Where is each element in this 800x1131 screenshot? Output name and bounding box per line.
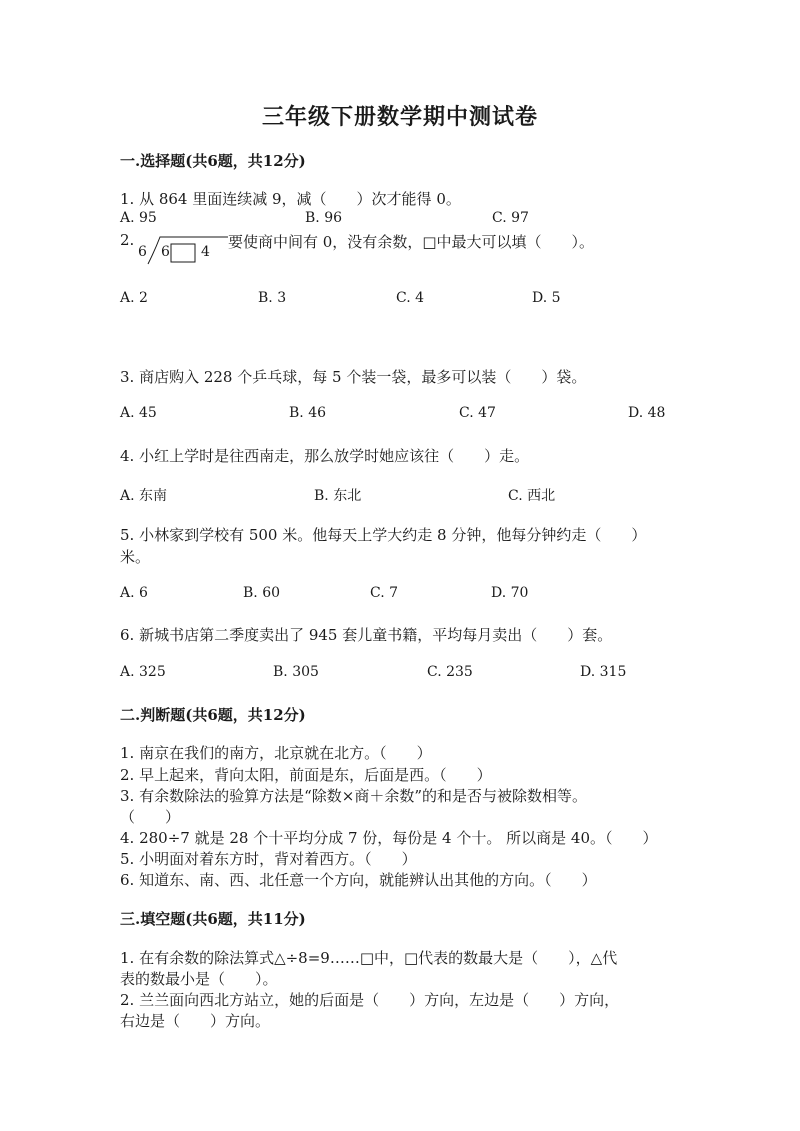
question-text: 6. 新城书店第二季度卖出了 945 套儿童书籍，平均每月卖出（ ）套。	[120, 626, 613, 644]
option: A. 325	[120, 664, 166, 680]
page-title: 三年级下册数学期中测试卷	[261, 104, 538, 130]
judgment-item: 3. 有余数除法的验算方法是“除数×商＋余数”的和是否与被除数相等。	[120, 787, 587, 805]
question-number: 2.	[120, 231, 135, 249]
option: A. 45	[120, 405, 157, 421]
question-text: 4. 小红上学时是往西南走，那么放学时她应该往（ ）走。	[120, 447, 530, 465]
judgment-item-continued: （ ）	[120, 808, 181, 826]
fill-item-continued: 右边是（ ）方向。	[120, 1012, 271, 1030]
question-text: 3. 商店购入 228 个乒乓球，每 5 个装一袋，最多可以装（ ）袋。	[120, 368, 587, 386]
long-division-figure	[138, 236, 230, 266]
option: C. 4	[396, 290, 425, 306]
question-text-continued: 米。	[120, 548, 151, 566]
option: A. 东南	[120, 488, 168, 504]
option: C. 47	[459, 405, 496, 421]
section-heading-fill: 三.填空题(共6题，共11分)	[120, 910, 306, 928]
judgment-item: 4. 280÷7 就是 28 个十平均分成 7 份，每份是 4 个十。 所以商是 40。（ ）	[120, 829, 658, 847]
section-heading-choice: 一.选择题(共6题，共12分)	[120, 152, 306, 170]
judgment-item: 1. 南京在我们的南方，北京就在北方。（ ）	[120, 744, 432, 762]
option: D. 70	[491, 585, 529, 601]
option: B. 46	[289, 405, 327, 421]
divisor: 6	[138, 244, 147, 260]
judgment-item: 6. 知道东、南、西、北任意一个方向，就能辨认出其他的方向。（ ）	[120, 871, 597, 889]
option: C. 235	[427, 664, 473, 680]
option: B. 60	[243, 585, 281, 601]
option: C. 西北	[508, 488, 556, 504]
option: D. 315	[580, 664, 627, 680]
division-bracket	[138, 236, 230, 266]
option: C. 7	[370, 585, 399, 601]
blank-box	[171, 244, 195, 262]
option: C. 97	[492, 210, 529, 226]
judgment-item: 2. 早上起来，背向太阳，前面是东，后面是西。（ ）	[120, 766, 492, 784]
fill-item-continued: 表的数最小是（ ）。	[120, 970, 278, 988]
judgment-item: 5. 小明面对着东方时，背对着西方。（ ）	[120, 850, 417, 868]
question-text: 5. 小林家到学校有 500 米。他每天上学大约走 8 分钟，他每分钟约走（ ）	[120, 526, 647, 544]
option: B. 305	[273, 664, 319, 680]
option: A. 2	[120, 290, 148, 306]
fill-item: 2. 兰兰面向西北方站立，她的后面是（ ）方向，左边是（ ）方向，	[120, 991, 620, 1009]
option: A. 95	[120, 210, 157, 226]
option: D. 48	[628, 405, 666, 421]
dividend-left-digit: 6	[161, 244, 170, 260]
question-text: 1. 从 864 里面连续减 9，减（ ）次才能得 0。	[120, 190, 461, 208]
option: B. 东北	[314, 488, 362, 504]
section-heading-judgment: 二.判断题(共6题，共12分)	[120, 706, 306, 724]
option: A. 6	[120, 585, 148, 601]
fill-item: 1. 在有余数的除法算式△÷8=9……□中，□代表的数最大是（ ），△代	[120, 949, 618, 967]
option: B. 96	[305, 210, 343, 226]
option: D. 5	[532, 290, 561, 306]
question-text: 要使商中间有 0，没有余数，□中最大可以填（ ）。	[228, 233, 594, 251]
dividend-right-digit: 4	[201, 244, 210, 260]
option: B. 3	[258, 290, 287, 306]
